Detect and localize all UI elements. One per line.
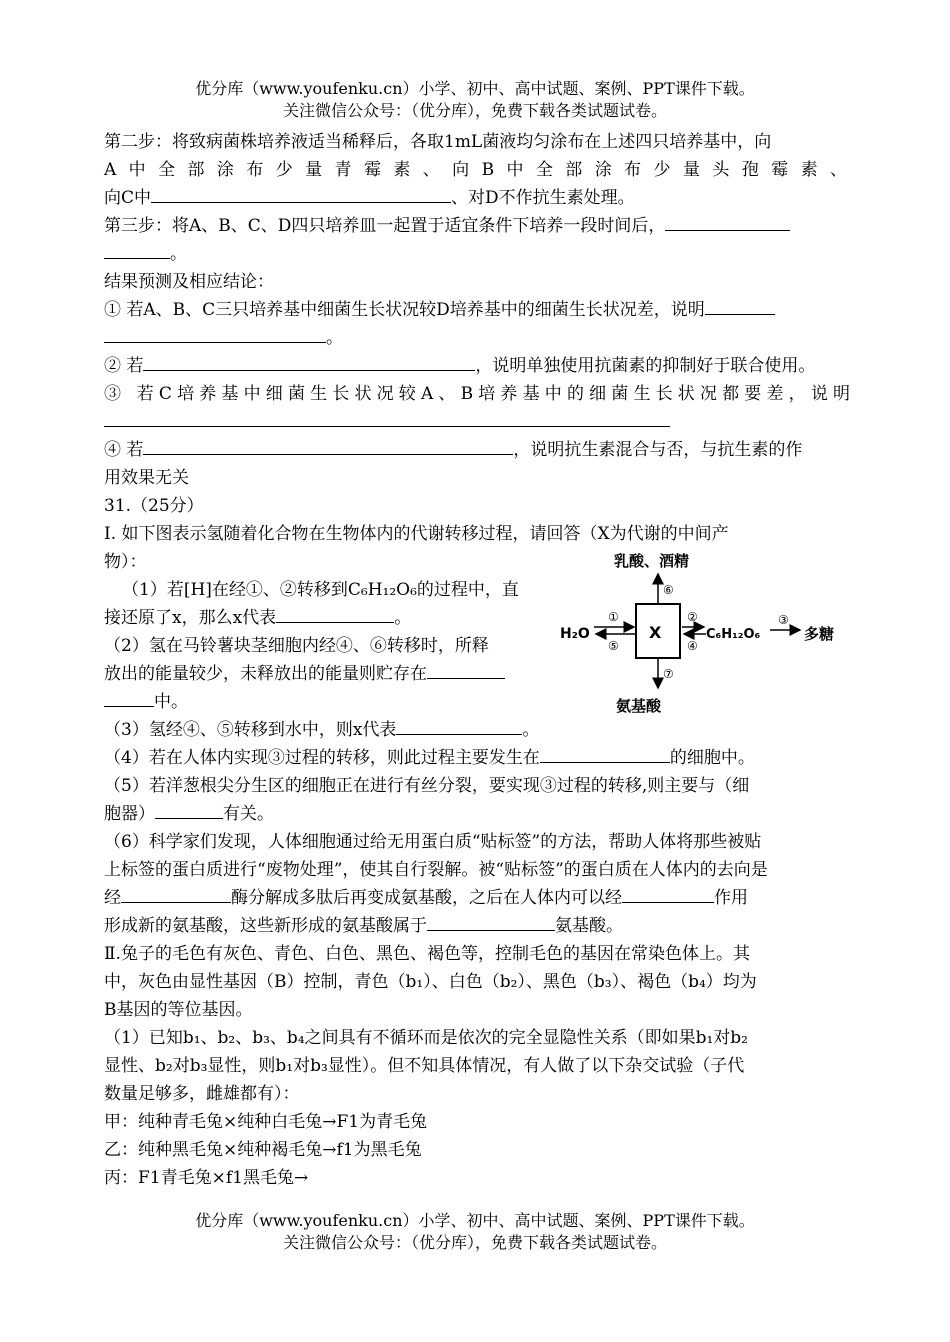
result-4-line2: 用效果无关 <box>104 468 189 488</box>
q6-line3 <box>104 884 850 912</box>
q6-line4 <box>104 912 850 940</box>
num-2: ② <box>687 610 698 624</box>
blank-q1[interactable] <box>276 604 394 623</box>
label-lactic-acid-ethanol: 乳酸、酒精 <box>614 552 690 570</box>
part2-q1-line3: 数量足够多，雌雄都有）： <box>104 1084 300 1104</box>
result-1-line2 <box>104 324 850 352</box>
q6-line1: （6）科学家们发现，人体细胞通过给无用蛋白质“贴标签”的方法，帮助人体将那些被贴 <box>104 832 762 852</box>
cross-yi: 乙：纯种黑毛兔×纯种褐毛兔→f1为黑毛兔 <box>104 1140 422 1160</box>
footer-line-1: 优分库（www.youfenku.cn）小学、初中、高中试题、案例、PPT课件下载。 <box>195 1211 755 1230</box>
part2-line3: B基因的等位基因。 <box>104 1000 253 1020</box>
blank-result-1-b[interactable] <box>104 324 326 343</box>
q5-line1: （5）若洋葱根尖分生区的细胞正在进行有丝分裂，要实现③过程的转移,则主要与（细 <box>104 776 750 796</box>
num-1: ① <box>608 610 619 624</box>
part2-q1-line1: （1）已知b₁、b₂、b₃、b₄之间具有不循环而是依次的完全显隐性关系（即如果b₁对b₂ <box>104 1028 748 1048</box>
label-h2o: H₂O <box>560 626 590 642</box>
q5-line2 <box>104 800 850 828</box>
q1-text: 接还原了x，那么x代表 <box>104 608 277 628</box>
part2-line2: 中，灰色由显性基因（B）控制，青色（b₁）、白色（b₂）、黑色（b₃）、褐色（b₄）均为 <box>104 972 757 992</box>
num-5: ⑤ <box>608 639 619 653</box>
result-4-prefix: ④ 若 <box>104 440 144 460</box>
num-3: ③ <box>778 613 789 627</box>
label-glucose: C₆H₁₂O₆ <box>706 627 761 642</box>
result-1-end: 。 <box>326 328 343 348</box>
step2-line1: 第二步：将致病菌株培养液适当稀释后，各取1mL菌液均匀涂布在上述四只培养基中，向 <box>104 132 772 152</box>
q3-end: 。 <box>522 720 540 740</box>
result-4-suffix: ，说明抗生素混合与否，与抗生素的作 <box>513 440 803 460</box>
q6-d2: 氨基酸。 <box>555 916 623 936</box>
blank-q6-b[interactable] <box>622 884 714 903</box>
result-3-line1: ③ 若C培养基中细菌生长状况较A、B培养基中的细菌生长状况都要差，说明 <box>104 384 850 404</box>
q5-text: 胞器） <box>104 804 155 824</box>
q6-c1: 经 <box>104 888 121 908</box>
q6-c2: 酶分解成多肽后再变成氨基酸，之后在人体内可以经 <box>231 888 622 908</box>
q4-end: 的细胞中。 <box>669 748 755 768</box>
step2-c-suffix: 、对D不作抗生素处理。 <box>451 188 635 208</box>
label-x: X <box>649 623 662 642</box>
blank-step2[interactable] <box>151 184 451 203</box>
part2-line1: Ⅱ.兔子的毛色有灰色、青色、白色、黑色、褐色等，控制毛色的基因在常染色体上。其 <box>104 944 750 964</box>
blank-q5[interactable] <box>155 800 223 819</box>
blank-q6-c[interactable] <box>427 912 555 931</box>
blank-result-3[interactable] <box>104 408 670 427</box>
q6-d1: 形成新的氨基酸，这些新形成的氨基酸属于 <box>104 916 427 936</box>
step3-line1 <box>104 212 850 240</box>
step3-text: 第三步：将A、B、C、D四只培养皿一起置于适宜条件下培养一段时间后， <box>104 216 666 236</box>
part2-q1-line2: 显性、b₂对b₃显性，则b₁对b₃显性）。但不知具体情况，有人做了以下杂交试验（子代 <box>104 1056 745 1076</box>
blank-result-2[interactable] <box>143 352 475 371</box>
q4 <box>104 744 850 772</box>
step2-line3 <box>104 184 850 212</box>
q6-c3: 作用 <box>714 888 748 908</box>
result-2-suffix: ，说明单独使用抗菌素的抑制好于联合使用。 <box>475 356 816 376</box>
num-7: ⑦ <box>663 667 674 681</box>
num-6: ⑥ <box>663 583 674 597</box>
part1-intro-line2: 物）： <box>104 552 147 572</box>
q3-text: （3）氢经④、⑤转移到水中，则x代表 <box>104 720 397 740</box>
step2-c-prefix: 向C中 <box>104 188 152 208</box>
q1-end: 。 <box>394 608 412 628</box>
result-title: 结果预测及相应结论： <box>104 272 274 292</box>
result-4-line1 <box>104 436 850 464</box>
question-31-heading: 31.（25分） <box>104 496 204 516</box>
result-1-line1 <box>104 296 850 324</box>
q3 <box>104 716 850 744</box>
blank-step3-a[interactable] <box>665 212 790 231</box>
step2-line2: A中全部涂布少量青霉素、向B中全部涂布少量头孢霉素、 <box>104 160 850 180</box>
page-footer <box>0 1210 950 1254</box>
cross-jia: 甲：纯种青毛兔×纯种白毛兔→F1为青毛兔 <box>104 1112 428 1132</box>
q2-text: 放出的能量较少，未释放出的能量则贮存在 <box>104 664 427 684</box>
header-line-1: 优分库（www.youfenku.cn）小学、初中、高中试题、案例、PPT课件下载。 <box>195 79 755 98</box>
num-4: ④ <box>687 639 698 653</box>
step3-line2 <box>104 240 850 268</box>
page-header <box>0 78 950 122</box>
footer-line-2: 关注微信公众号：（优分库），免费下载各类试题试卷。 <box>282 1233 667 1252</box>
step3-end: 。 <box>170 244 187 264</box>
blank-q3[interactable] <box>396 716 522 735</box>
result-1-text: ① 若A、B、C三只培养基中细菌生长状况较D培养基中的细菌生长状况差，说明 <box>104 300 705 320</box>
blank-q2-a[interactable] <box>427 660 505 679</box>
blank-result-1-a[interactable] <box>705 296 775 315</box>
result-3-line2 <box>104 408 850 436</box>
cross-bing: 丙：F1青毛兔×f1黑毛兔→ <box>104 1168 309 1188</box>
q2-line1: （2）氢在马铃薯块茎细胞内经④、⑥转移时，所释 <box>104 636 489 656</box>
blank-result-4[interactable] <box>143 436 513 455</box>
result-2-prefix: ② 若 <box>104 356 144 376</box>
result-2 <box>104 352 850 380</box>
q5-end: 有关。 <box>223 804 274 824</box>
blank-q2-b[interactable] <box>104 688 154 707</box>
blank-q4[interactable] <box>540 744 670 763</box>
q1-line1: （1）若[H]在经①、②转移到C₆H₁₂O₆的过程中，直 <box>122 580 519 600</box>
label-amino-acid: 氨基酸 <box>616 697 662 715</box>
q6-line2: 上标签的蛋白质进行“废物处理”，使其自行裂解。被“贴标签”的蛋白质在人体内的去向是 <box>104 860 768 880</box>
q4-text: （4）若在人体内实现③过程的转移，则此过程主要发生在 <box>104 748 540 768</box>
blank-step3-b[interactable] <box>104 240 170 259</box>
part1-intro-line1: I. 如下图表示氢随着化合物在生物体内的代谢转移过程，请回答（X为代谢的中间产 <box>104 524 729 544</box>
q2-end: 中。 <box>154 692 188 712</box>
metabolism-diagram <box>556 548 856 718</box>
label-polysaccharide: 多糖 <box>804 625 835 643</box>
blank-q6-a[interactable] <box>121 884 231 903</box>
header-line-2: 关注微信公众号：（优分库），免费下载各类试题试卷。 <box>282 101 667 120</box>
